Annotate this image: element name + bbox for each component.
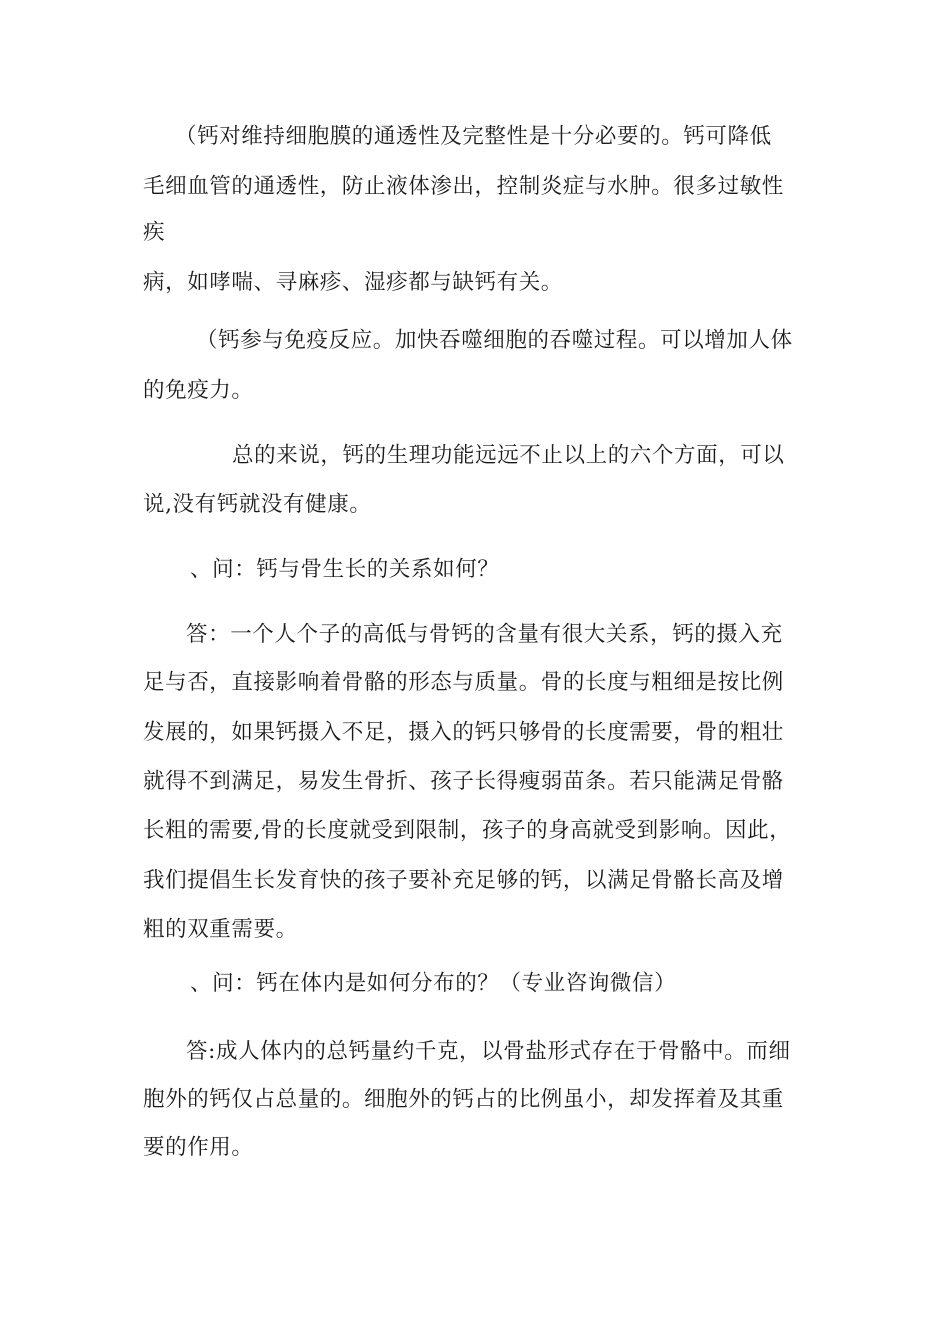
text-line: （钙对维持细胞膜的通透性及完整性是十分必要的。钙可降低 — [175, 124, 772, 149]
text-line: 毛细血管的通透性，防止液体渗出，控制炎症与水肿。很多过敏性 — [143, 174, 784, 199]
text-line: 粗的双重需要。 — [143, 917, 298, 942]
text-line: 答：一个人个子的高低与骨钙的含量有很大关系，钙的摄入充 — [186, 622, 783, 647]
text-line: 病，如哮喘、寻麻疹、湿疹都与缺钙有关。 — [143, 270, 563, 295]
question-heading: 、问：钙在体内是如何分布的？（专业咨询微信） — [190, 971, 677, 996]
text-line: 我们提倡生长发育快的孩子要补充足够的钙，以满足骨骼长高及增 — [143, 868, 784, 893]
text-line: 答:成人体内的总钙量约千克，以骨盐形式存在于骨骼中。而细 — [186, 1039, 791, 1064]
text-line: （钙参与免疫反应。加快吞噬细胞的吞噬过程。可以增加人体 — [196, 328, 793, 353]
text-line: 疾 — [143, 220, 166, 245]
text-line: 要的作用。 — [143, 1135, 254, 1160]
text-line: 胞外的钙仅占总量的。细胞外的钙占的比例虽小，却发挥着及其重 — [143, 1087, 784, 1112]
text-line: 长粗的需要,骨的长度就受到限制，孩子的身高就受到影响。因此， — [143, 818, 792, 843]
text-line: 总的来说，钙的生理功能远远不止以上的六个方面，可以 — [232, 443, 785, 468]
text-line: 说,没有钙就没有健康。 — [143, 492, 372, 517]
text-line: 就得不到满足，易发生骨折、孩子长得瘦弱苗条。若只能满足骨骼 — [143, 769, 784, 794]
text-line: 发展的，如果钙摄入不足，摄入的钙只够骨的长度需要，骨的粗壮 — [143, 720, 784, 745]
text-line: 的免疫力。 — [143, 378, 254, 403]
text-line: 足与否，直接影响着骨骼的形态与质量。骨的长度与粗细是按比例 — [143, 670, 784, 695]
question-heading: 、问：钙与骨生长的关系如何？ — [190, 557, 500, 582]
